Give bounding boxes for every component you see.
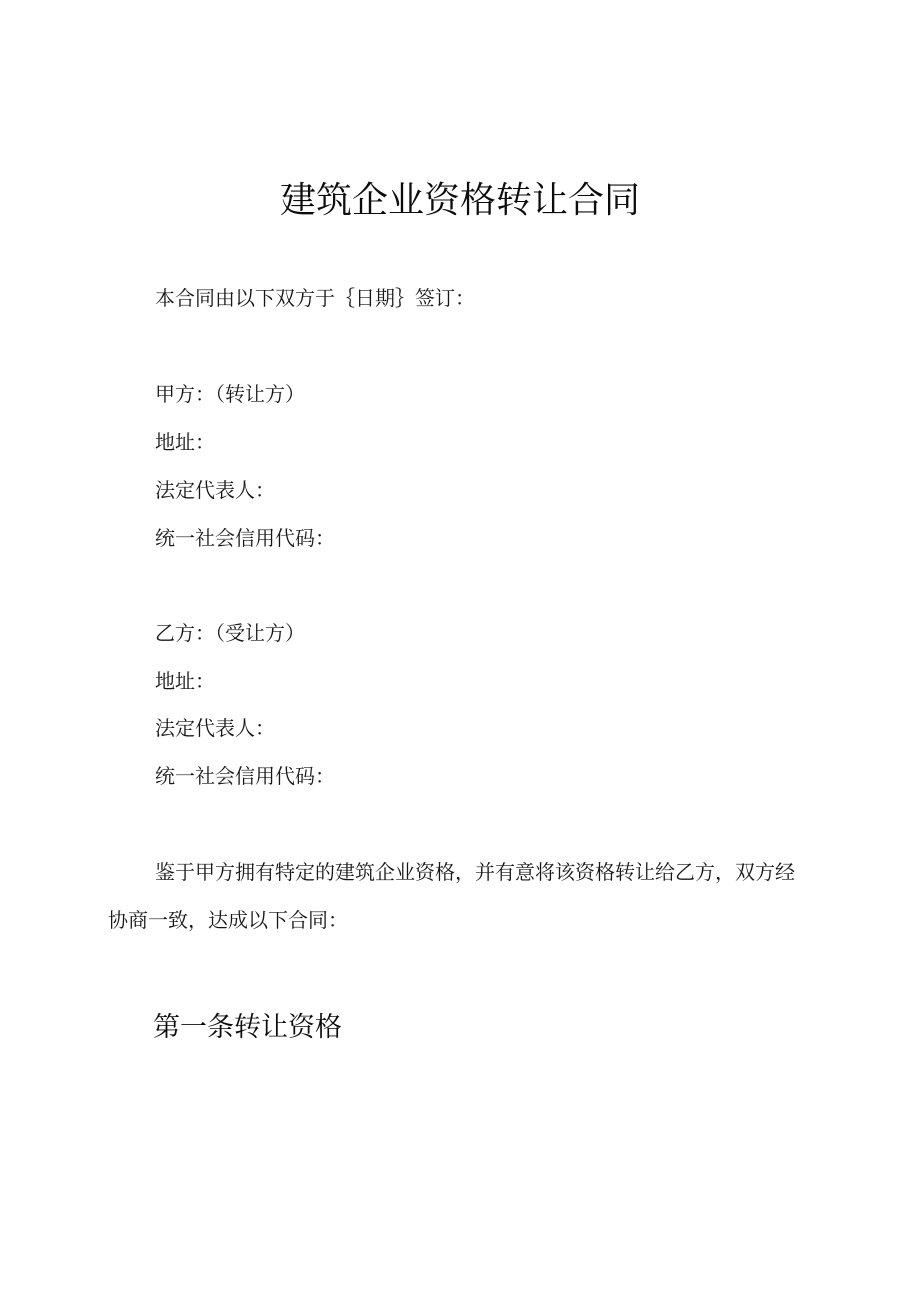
section-1-heading: 第一条转让资格 xyxy=(153,1012,342,1043)
party-b-address-label: 地址： xyxy=(155,669,215,693)
intro-line: 本合同由以下双方于｛日期｝签订： xyxy=(155,286,475,310)
party-a-credit-code-label: 统一社会信用代码： xyxy=(155,526,335,550)
party-b-credit-code-label: 统一社会信用代码： xyxy=(155,764,335,788)
preamble-paragraph: 鉴于甲方拥有特定的建筑企业资格，并有意将该资格转让给乙方，双方经协商一致，达成以下合同： xyxy=(108,860,795,932)
party-b-heading: 乙方：（受让方） xyxy=(155,621,305,645)
party-a-heading: 甲方：（转让方） xyxy=(155,382,305,406)
document-title: 建筑企业资格转让合同 xyxy=(279,180,640,221)
party-a-legal-rep-label: 法定代表人： xyxy=(155,478,275,502)
party-b-legal-rep-label: 法定代表人： xyxy=(155,716,275,740)
party-a-address-label: 地址： xyxy=(155,430,215,454)
